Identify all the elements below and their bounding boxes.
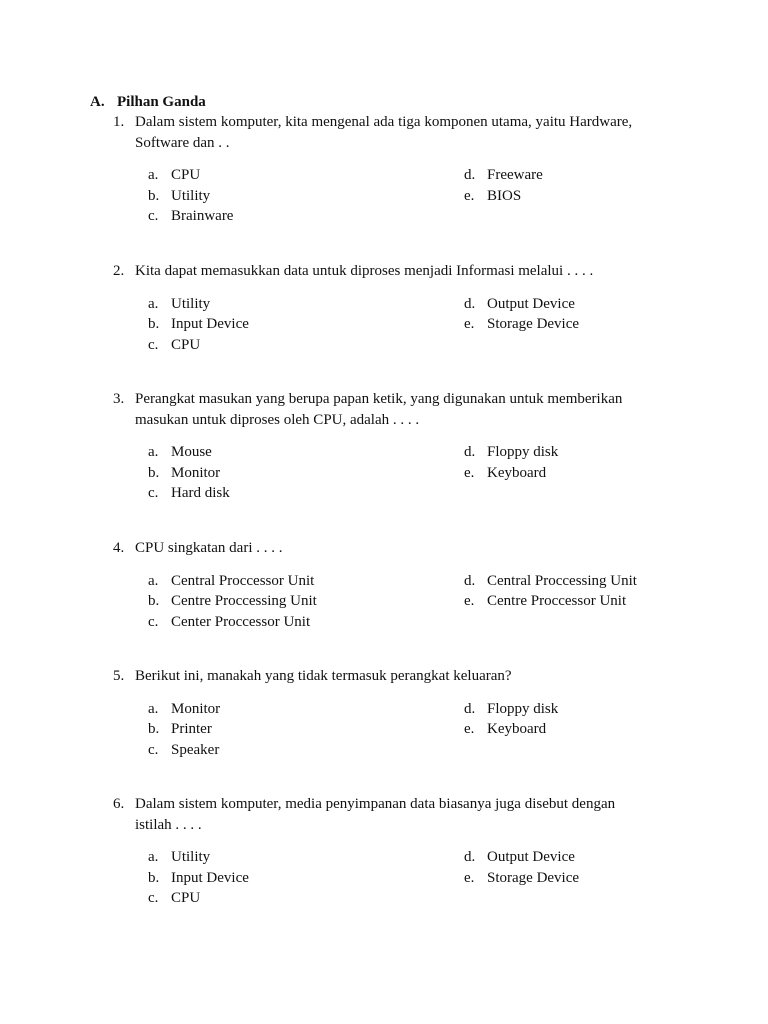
- option-letter: a.: [148, 295, 159, 312]
- option-text: Keyboard: [487, 721, 547, 737]
- option-letter: d.: [464, 849, 476, 865]
- option-text: Input Device: [171, 869, 249, 886]
- question-3: [113, 389, 653, 506]
- option-text: Utility: [171, 295, 211, 312]
- question-number: 1.: [113, 114, 125, 130]
- option-letter: e.: [464, 721, 475, 737]
- question-text: Dalam sistem komputer, kita mengenal ada tiga komponen utama, yaitu Hardware, Software dan . .: [135, 114, 633, 151]
- option-text: Monitor: [171, 464, 221, 481]
- option-letter: c.: [148, 741, 159, 758]
- option-text: Output Device: [487, 849, 575, 865]
- option-text: Keyboard: [487, 464, 547, 481]
- question-text: Berikut ini, manakah yang tidak termasuk perangkat keluaran?: [135, 668, 512, 684]
- option-text: Hard disk: [171, 485, 230, 501]
- option-text: Centre Proccessing Unit: [171, 593, 317, 609]
- section-heading: [90, 92, 206, 113]
- option-letter: b.: [148, 593, 160, 609]
- question-2: [113, 261, 653, 358]
- answer-options: [113, 847, 653, 911]
- answer-options: [113, 442, 653, 506]
- option-text: Brainware: [171, 208, 234, 224]
- option-letter: a.: [148, 849, 159, 865]
- option-letter: d.: [464, 572, 476, 589]
- option-text: Centre Proccessor Unit: [487, 593, 627, 609]
- option-text: Storage Device: [487, 869, 580, 886]
- option-letter: c.: [148, 485, 159, 501]
- option-letter: b.: [148, 869, 160, 886]
- option-letter: e.: [464, 593, 475, 609]
- option-letter: b.: [148, 464, 160, 481]
- answer-options: [113, 699, 653, 763]
- option-letter: b.: [148, 316, 160, 332]
- option-text: Freeware: [487, 167, 543, 183]
- option-letter: d.: [464, 444, 476, 460]
- question-5: [113, 666, 653, 763]
- option-text: Mouse: [171, 444, 212, 460]
- question-number: 2.: [113, 263, 125, 279]
- option-text: Utility: [171, 849, 211, 865]
- option-text: Printer: [171, 721, 212, 737]
- option-letter: a.: [148, 700, 159, 717]
- option-text: Input Device: [171, 316, 249, 332]
- option-letter: e.: [464, 869, 475, 886]
- question-number: 4.: [113, 540, 125, 556]
- option-text: Center Proccessor Unit: [171, 613, 311, 630]
- option-text: CPU: [171, 167, 201, 183]
- question-text: CPU singkatan dari . . . .: [135, 540, 283, 556]
- option-letter: e.: [464, 187, 475, 204]
- option-letter: a.: [148, 167, 159, 183]
- option-text: Floppy disk: [487, 700, 559, 717]
- option-letter: d.: [464, 700, 476, 717]
- answer-options: [113, 571, 653, 635]
- option-letter: a.: [148, 444, 159, 460]
- question-number: 5.: [113, 668, 125, 684]
- question-text: Perangkat masukan yang berupa papan ketik, yang digunakan untuk memberikan masukan untuk diproses oleh CPU, adalah . . . .: [135, 391, 623, 428]
- option-text: Monitor: [171, 700, 221, 717]
- option-text: CPU: [171, 336, 201, 353]
- question-4: [113, 538, 653, 635]
- option-text: BIOS: [487, 187, 522, 204]
- option-letter: e.: [464, 316, 475, 332]
- answer-options: [113, 294, 653, 358]
- option-letter: e.: [464, 464, 475, 481]
- option-text: Utility: [171, 187, 211, 204]
- option-letter: b.: [148, 187, 160, 204]
- question-number: 3.: [113, 391, 125, 407]
- question-text: Dalam sistem komputer, media penyimpanan data biasanya juga disebut dengan istilah . . . .: [135, 796, 616, 833]
- option-text: Central Proccessor Unit: [171, 572, 315, 589]
- option-letter: c.: [148, 613, 159, 630]
- question-1: [113, 112, 653, 229]
- option-text: Storage Device: [487, 316, 580, 332]
- option-text: Central Proccessing Unit: [487, 572, 637, 589]
- option-letter: b.: [148, 721, 160, 737]
- option-text: CPU: [171, 890, 201, 906]
- question-text: Kita dapat memasukkan data untuk diproses menjadi Informasi melalui . . . .: [135, 263, 594, 279]
- section-title: Pilhan Ganda: [117, 94, 206, 110]
- option-letter: c.: [148, 890, 159, 906]
- option-text: Floppy disk: [487, 444, 559, 460]
- question-6: [113, 794, 653, 911]
- section-letter: A.: [90, 94, 105, 110]
- option-letter: c.: [148, 208, 159, 224]
- option-letter: d.: [464, 295, 476, 312]
- option-letter: d.: [464, 167, 476, 183]
- option-letter: c.: [148, 336, 159, 353]
- option-letter: a.: [148, 572, 159, 589]
- answer-options: [113, 165, 653, 229]
- option-text: Output Device: [487, 295, 575, 312]
- question-number: 6.: [113, 796, 125, 812]
- option-text: Speaker: [171, 741, 220, 758]
